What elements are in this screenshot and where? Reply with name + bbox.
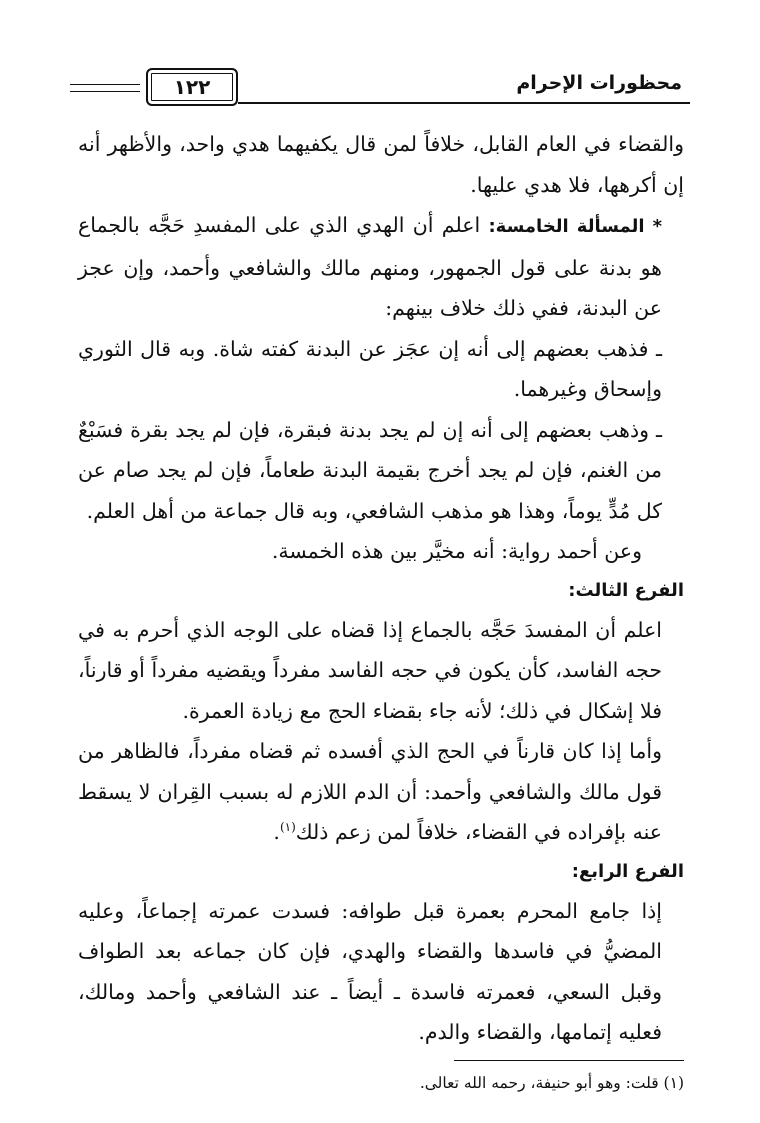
paragraph-2: [78, 205, 684, 329]
header-double-rule: [70, 84, 140, 92]
paragraph-8: إذا جامع المحرم بعمرة قبل طوافه: فسدت عمرته إجماعاً، وعليه المضيُّ في فاسدها والقضاء والهدي، فإن كان جماعه بعد الطواف وقبل السعي، فعمرته فاسدة ـ أيضاً ـ عند الشافعي وأحمد ومالك، فعليه إتمامها، والقضاء والدم.: [78, 898, 662, 1044]
page-number: ١٢٢: [146, 68, 238, 106]
heading-fourth-branch: الفرع الرابع:: [571, 860, 684, 882]
page-header: [70, 64, 690, 112]
paragraph-7-text: وأما إذا كان قارناً في الحج الذي أفسده ثم قضاه مفرداً، فالظاهر من قول مالك والشافعي وأحمد: أن الدم اللازم له بسبب القِران لا يسقط عنه بإفراده في القضاء، خلافاً لمن زعم ذلك: [78, 739, 662, 844]
issue-label: * المسألة الخامسة:: [488, 216, 662, 237]
footnote-divider: [454, 1060, 684, 1061]
paragraph-3: ـ فذهب بعضهم إلى أنه إن عجَز عن البدنة كفته شاة. وبه قال الثوري وإسحاق وغيرهما.: [78, 336, 662, 401]
paragraph-7-end: .: [273, 820, 280, 844]
paragraph-5: وعن أحمد رواية: أنه مخيَّر بين هذه الخمسة.: [271, 539, 642, 563]
footnote-reference: (١): [279, 820, 296, 835]
footnote-1: (١) قلت: وهو أبو حنيفة، رحمه الله تعالى.: [419, 1074, 684, 1092]
paragraph-6: اعلم أن المفسدَ حَجَّه بالجماع إذا قضاه على الوجه الذي أحرم به في حجه الفاسد، كأن يكون في حجه الفاسد مفرداً ويقضيه مفرداً أو قارناً، فلا إشكال في ذلك؛ لأنه جاء بقضاء الحج مع زيادة العمرة.: [78, 617, 662, 723]
paragraph-7: [78, 731, 684, 853]
paragraph-2-text: اعلم أن الهدي الذي على المفسدِ حَجَّه بالجماع هو بدنة على قول الجمهور، ومنهم مالك والشافعي وأحمد، وإن عجز عن البدنة، ففي ذلك خلاف بينهم:: [78, 213, 662, 320]
paragraph-1: والقضاء في العام القابل، خلافاً لمن قال يكفيهما هدي واحد، والأظهر أنه إن أكرهها، فلا هدي عليها.: [78, 132, 684, 197]
paragraph-4: ـ وذهب بعضهم إلى أنه إن لم يجد بدنة فبقرة، فإن لم يجد بقرة فسَبْعٌ من الغنم، فإن لم يجد أخرج بقيمة البدنة طعاماً، فإن لم يجد صام عن كل مُدٍّ يوماً، وهذا هو مذهب الشافعي، وبه قال جماعة من أهل العلم.: [78, 417, 662, 523]
heading-third-branch: الفرع الثالث:: [568, 579, 684, 601]
running-title: محظورات الإحرام: [516, 72, 682, 94]
header-rule: [238, 102, 690, 104]
page-body: [78, 124, 684, 1053]
